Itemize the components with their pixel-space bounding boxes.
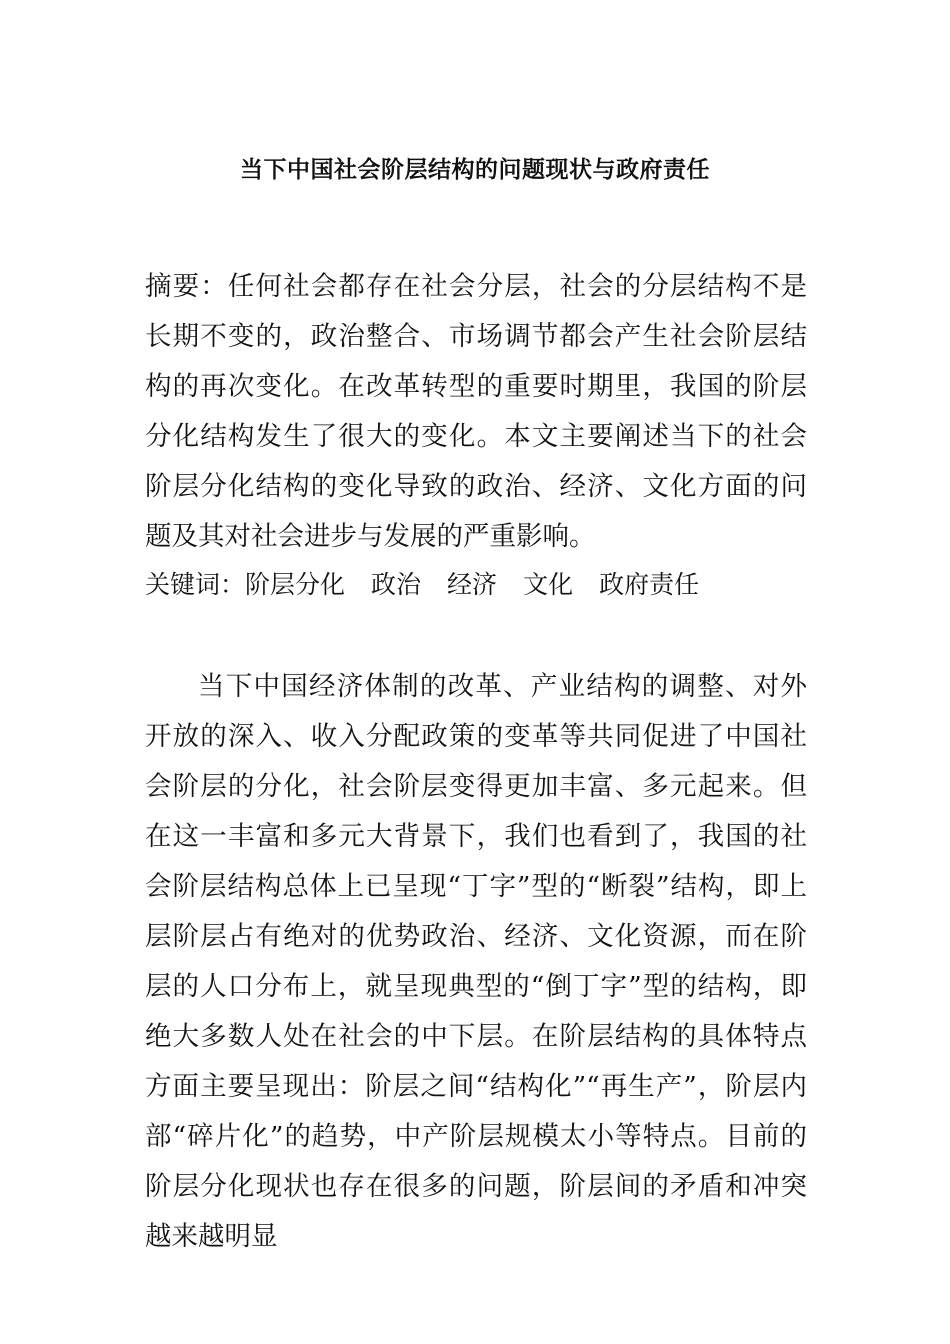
document-title: 当下中国社会阶层结构的问题现状与政府责任 (240, 156, 710, 183)
keywords-label: 关键词： (145, 570, 246, 599)
keyword-item: 阶层分化 (245, 570, 346, 599)
keywords-line (145, 561, 807, 609)
abstract-paragraph (145, 262, 807, 562)
body-paragraph: 当下中国经济体制的改革、产业结构的调整、对外开放的深入、收入分配政策的变革等共同促进了中国社会阶层的分化，社会阶层变得更加丰富、多元起来。但在这一丰富和多元大背景下，我们也看到了，我国的社会阶层结构总体上已呈现“丁字”型的“断裂”结构，即上层阶层占有绝对的优势政治、经济、文化资源，而在阶层的人口分布上，就呈现典型的“倒丁字”型的结构，即绝大多数人处在社会的中下层。在阶层结构的具体特点方面主要呈现出：阶层之间“结构化”“再生产”，阶层内部“碎片化”的趋势，中产阶层规模太小等特点。目前的阶层分化现状也存在很多的问题，阶层间的矛盾和冲突越来越明显 (145, 671, 807, 1252)
keyword-item: 政治 (371, 570, 422, 599)
keyword-item: 政府责任 (599, 570, 700, 599)
abstract-label: 摘要： (145, 271, 228, 302)
keyword-item: 文化 (523, 570, 574, 599)
abstract-text: 任何社会都存在社会分层，社会的分层结构不是长期不变的，政治整合、市场调节都会产生社会阶层结构的再次变化。在改革转型的重要时期里，我国的阶层分化结构发生了很大的变化。本文主要阐述当下的社会阶层分化结构的变化导致的政治、经济、文化方面的问题及其对社会进步与发展的严重影响。 (145, 271, 808, 552)
keyword-item: 经济 (447, 570, 498, 599)
